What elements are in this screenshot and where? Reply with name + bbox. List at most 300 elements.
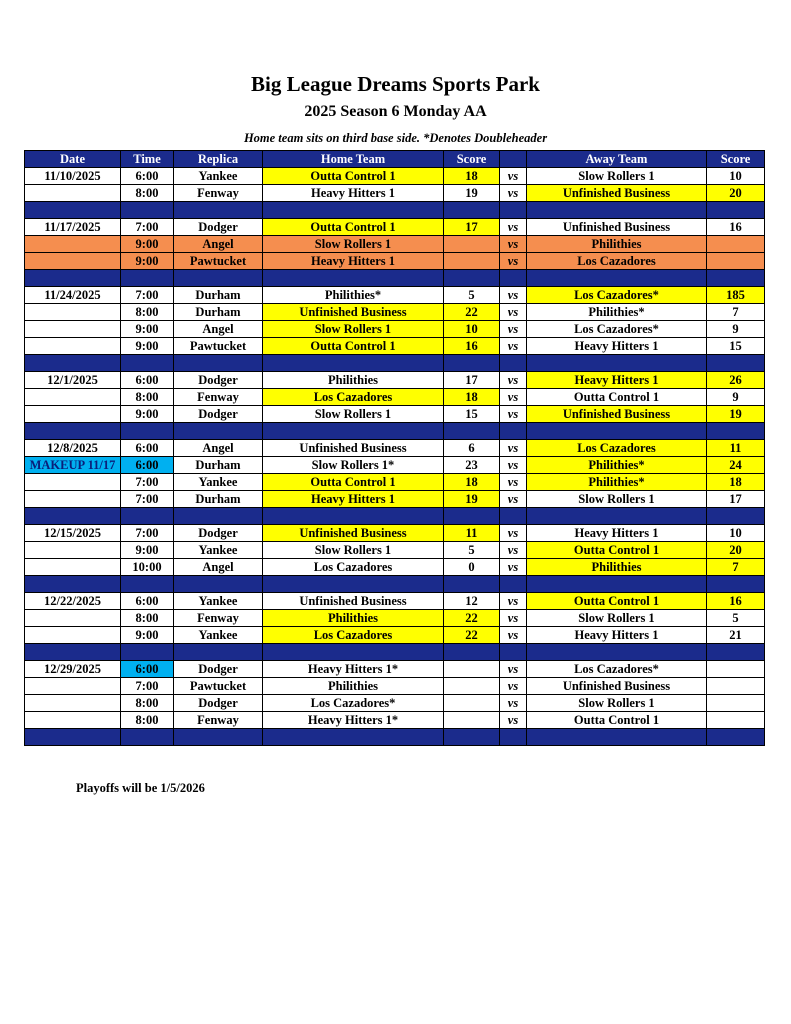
away-score-cell: 7 xyxy=(707,559,765,576)
replica-cell: Dodger xyxy=(174,695,263,712)
home-score-cell: 5 xyxy=(444,287,500,304)
separator-cell xyxy=(263,508,444,525)
replica-cell: Angel xyxy=(174,236,263,253)
separator-cell xyxy=(527,423,707,440)
date-cell: 12/15/2025 xyxy=(25,525,121,542)
week-separator xyxy=(25,508,765,525)
week-separator xyxy=(25,202,765,219)
schedule-body xyxy=(25,168,765,746)
game-row xyxy=(25,661,765,678)
away-score-cell: 16 xyxy=(707,219,765,236)
home-score-cell: 18 xyxy=(444,389,500,406)
home-score-cell xyxy=(444,695,500,712)
separator-cell xyxy=(121,644,174,661)
away-score-cell: 15 xyxy=(707,338,765,355)
separator-cell xyxy=(444,202,500,219)
away-score-cell: 9 xyxy=(707,321,765,338)
game-row xyxy=(25,491,765,508)
separator-cell xyxy=(500,644,527,661)
separator-cell xyxy=(500,423,527,440)
away-team-cell: Outta Control 1 xyxy=(527,542,707,559)
separator-cell xyxy=(444,508,500,525)
home-score-cell: 22 xyxy=(444,304,500,321)
home-score-cell: 6 xyxy=(444,440,500,457)
away-score-cell: 18 xyxy=(707,474,765,491)
away-team-cell: Unfinished Business xyxy=(527,219,707,236)
home-score-cell xyxy=(444,712,500,729)
separator-cell xyxy=(174,270,263,287)
separator-cell xyxy=(444,270,500,287)
away-score-cell xyxy=(707,695,765,712)
vs-cell: vs xyxy=(500,610,527,627)
vs-cell: vs xyxy=(500,168,527,185)
replica-cell: Dodger xyxy=(174,372,263,389)
separator-cell xyxy=(444,576,500,593)
home-team-cell: Los Cazadores xyxy=(263,627,444,644)
home-team-cell: Heavy Hitters 1* xyxy=(263,661,444,678)
vs-cell: vs xyxy=(500,712,527,729)
game-row xyxy=(25,389,765,406)
home-team-cell: Heavy Hitters 1 xyxy=(263,491,444,508)
time-cell: 10:00 xyxy=(121,559,174,576)
vs-cell: vs xyxy=(500,304,527,321)
away-team-cell: Los Cazadores xyxy=(527,253,707,270)
separator-cell xyxy=(174,576,263,593)
date-cell xyxy=(25,678,121,695)
date-cell xyxy=(25,389,121,406)
game-row xyxy=(25,406,765,423)
away-team-cell: Slow Rollers 1 xyxy=(527,491,707,508)
date-cell xyxy=(25,321,121,338)
time-cell: 9:00 xyxy=(121,338,174,355)
time-cell: 7:00 xyxy=(121,491,174,508)
time-cell: 8:00 xyxy=(121,185,174,202)
away-team-cell: Los Cazadores xyxy=(527,440,707,457)
game-row xyxy=(25,253,765,270)
game-row xyxy=(25,542,765,559)
date-cell xyxy=(25,474,121,491)
away-score-cell: 16 xyxy=(707,593,765,610)
date-cell: 11/17/2025 xyxy=(25,219,121,236)
separator-cell xyxy=(444,644,500,661)
home-team-cell: Slow Rollers 1 xyxy=(263,321,444,338)
home-score-cell: 11 xyxy=(444,525,500,542)
away-score-cell: 20 xyxy=(707,542,765,559)
home-score-cell: 17 xyxy=(444,372,500,389)
home-team-cell: Outta Control 1 xyxy=(263,474,444,491)
away-team-cell: Unfinished Business xyxy=(527,406,707,423)
col-header: Time xyxy=(121,151,174,168)
replica-cell: Yankee xyxy=(174,593,263,610)
away-score-cell xyxy=(707,661,765,678)
time-cell: 9:00 xyxy=(121,253,174,270)
game-row xyxy=(25,525,765,542)
makeup-date-cell: MAKEUP 11/17 xyxy=(25,457,121,474)
replica-cell: Angel xyxy=(174,321,263,338)
home-score-cell: 15 xyxy=(444,406,500,423)
date-cell: 12/1/2025 xyxy=(25,372,121,389)
separator-cell xyxy=(174,508,263,525)
time-cell: 9:00 xyxy=(121,406,174,423)
col-header: Away Team xyxy=(527,151,707,168)
separator-cell xyxy=(707,729,765,746)
separator-cell xyxy=(25,270,121,287)
away-score-cell: 5 xyxy=(707,610,765,627)
vs-cell: vs xyxy=(500,253,527,270)
away-score-cell: 11 xyxy=(707,440,765,457)
separator-cell xyxy=(263,355,444,372)
time-cell: 6:00 xyxy=(121,457,174,474)
replica-cell: Yankee xyxy=(174,168,263,185)
away-team-cell: Heavy Hitters 1 xyxy=(527,627,707,644)
vs-cell: vs xyxy=(500,559,527,576)
separator-cell xyxy=(263,202,444,219)
separator-cell xyxy=(174,729,263,746)
separator-cell xyxy=(121,508,174,525)
home-score-cell xyxy=(444,661,500,678)
time-cell: 8:00 xyxy=(121,304,174,321)
away-team-cell: Heavy Hitters 1 xyxy=(527,372,707,389)
separator-cell xyxy=(707,508,765,525)
away-score-cell xyxy=(707,712,765,729)
home-team-cell: Unfinished Business xyxy=(263,593,444,610)
separator-cell xyxy=(25,576,121,593)
separator-cell xyxy=(444,729,500,746)
separator-cell xyxy=(707,423,765,440)
separator-cell xyxy=(263,423,444,440)
date-cell xyxy=(25,406,121,423)
game-row xyxy=(25,321,765,338)
replica-cell: Fenway xyxy=(174,712,263,729)
col-header xyxy=(500,151,527,168)
game-row xyxy=(25,593,765,610)
separator-cell xyxy=(121,576,174,593)
home-team-cell: Outta Control 1 xyxy=(263,168,444,185)
home-team-cell: Heavy Hitters 1 xyxy=(263,253,444,270)
page-subtitle: 2025 Season 6 Monday AA xyxy=(304,103,487,120)
away-team-cell: Outta Control 1 xyxy=(527,712,707,729)
separator-cell xyxy=(527,270,707,287)
home-team-cell: Philithies xyxy=(263,372,444,389)
separator-cell xyxy=(500,576,527,593)
home-score-cell xyxy=(444,253,500,270)
separator-cell xyxy=(527,729,707,746)
home-team-cell: Slow Rollers 1 xyxy=(263,406,444,423)
home-team-cell: Unfinished Business xyxy=(263,440,444,457)
home-score-cell: 18 xyxy=(444,168,500,185)
home-team-cell: Unfinished Business xyxy=(263,304,444,321)
home-score-cell: 22 xyxy=(444,627,500,644)
away-team-cell: Slow Rollers 1 xyxy=(527,695,707,712)
home-score-cell: 0 xyxy=(444,559,500,576)
vs-cell: vs xyxy=(500,491,527,508)
col-header: Date xyxy=(25,151,121,168)
time-cell: 8:00 xyxy=(121,712,174,729)
time-cell: 9:00 xyxy=(121,236,174,253)
away-score-cell: 19 xyxy=(707,406,765,423)
doubleheader-note: Home team sits on third base side. *Denotes Doubleheader xyxy=(243,131,548,145)
vs-cell: vs xyxy=(500,372,527,389)
home-score-cell: 19 xyxy=(444,491,500,508)
separator-cell xyxy=(527,576,707,593)
date-cell xyxy=(25,304,121,321)
game-row xyxy=(25,627,765,644)
separator-cell xyxy=(121,423,174,440)
home-team-cell: Los Cazadores xyxy=(263,389,444,406)
time-cell: 9:00 xyxy=(121,627,174,644)
replica-cell: Yankee xyxy=(174,542,263,559)
away-score-cell: 21 xyxy=(707,627,765,644)
vs-cell: vs xyxy=(500,440,527,457)
replica-cell: Angel xyxy=(174,440,263,457)
separator-cell xyxy=(121,355,174,372)
replica-cell: Durham xyxy=(174,287,263,304)
time-cell: 7:00 xyxy=(121,474,174,491)
separator-cell xyxy=(707,644,765,661)
date-cell: 12/29/2025 xyxy=(25,661,121,678)
time-cell: 7:00 xyxy=(121,525,174,542)
vs-cell: vs xyxy=(500,474,527,491)
replica-cell: Angel xyxy=(174,559,263,576)
vs-cell: vs xyxy=(500,593,527,610)
time-cell: 7:00 xyxy=(121,219,174,236)
vs-cell: vs xyxy=(500,661,527,678)
game-row xyxy=(25,695,765,712)
date-cell xyxy=(25,610,121,627)
away-team-cell: Los Cazadores* xyxy=(527,321,707,338)
home-score-cell xyxy=(444,236,500,253)
replica-cell: Fenway xyxy=(174,389,263,406)
vs-cell: vs xyxy=(500,338,527,355)
separator-cell xyxy=(707,355,765,372)
vs-cell: vs xyxy=(500,287,527,304)
away-score-cell: 10 xyxy=(707,525,765,542)
separator-cell xyxy=(527,202,707,219)
game-row xyxy=(25,168,765,185)
away-team-cell: Philithies xyxy=(527,559,707,576)
replica-cell: Durham xyxy=(174,457,263,474)
date-cell xyxy=(25,236,121,253)
home-team-cell: Heavy Hitters 1* xyxy=(263,712,444,729)
home-score-cell: 18 xyxy=(444,474,500,491)
date-cell xyxy=(25,712,121,729)
away-team-cell: Los Cazadores* xyxy=(527,661,707,678)
game-row xyxy=(25,559,765,576)
game-row xyxy=(25,712,765,729)
table-header-row xyxy=(25,151,765,168)
separator-cell xyxy=(263,270,444,287)
home-team-cell: Philithies* xyxy=(263,287,444,304)
playoffs-note: Playoffs will be 1/5/2026 xyxy=(76,781,205,795)
away-team-cell: Philithies xyxy=(527,236,707,253)
week-separator xyxy=(25,644,765,661)
away-team-cell: Slow Rollers 1 xyxy=(527,168,707,185)
replica-cell: Pawtucket xyxy=(174,338,263,355)
week-separator xyxy=(25,576,765,593)
time-cell: 8:00 xyxy=(121,389,174,406)
replica-cell: Pawtucket xyxy=(174,253,263,270)
schedule-table xyxy=(24,150,765,746)
vs-cell: vs xyxy=(500,695,527,712)
col-header: Score xyxy=(707,151,765,168)
separator-cell xyxy=(25,644,121,661)
separator-cell xyxy=(25,202,121,219)
separator-cell xyxy=(444,423,500,440)
away-team-cell: Heavy Hitters 1 xyxy=(527,525,707,542)
date-cell: 12/22/2025 xyxy=(25,593,121,610)
away-team-cell: Philithies* xyxy=(527,457,707,474)
separator-cell xyxy=(527,508,707,525)
away-score-cell: 10 xyxy=(707,168,765,185)
away-team-cell: Philithies* xyxy=(527,474,707,491)
away-team-cell: Heavy Hitters 1 xyxy=(527,338,707,355)
home-team-cell: Slow Rollers 1 xyxy=(263,542,444,559)
home-team-cell: Unfinished Business xyxy=(263,525,444,542)
game-row xyxy=(25,474,765,491)
away-score-cell: 20 xyxy=(707,185,765,202)
vs-cell: vs xyxy=(500,406,527,423)
time-cell: 6:00 xyxy=(121,661,174,678)
home-score-cell: 10 xyxy=(444,321,500,338)
col-header: Replica xyxy=(174,151,263,168)
separator-cell xyxy=(500,508,527,525)
date-cell: 11/10/2025 xyxy=(25,168,121,185)
page-title: Big League Dreams Sports Park xyxy=(251,72,540,96)
game-row xyxy=(25,236,765,253)
separator-cell xyxy=(500,270,527,287)
vs-cell: vs xyxy=(500,678,527,695)
time-cell: 9:00 xyxy=(121,542,174,559)
home-team-cell: Philithies xyxy=(263,678,444,695)
time-cell: 6:00 xyxy=(121,593,174,610)
away-team-cell: Philithies* xyxy=(527,304,707,321)
replica-cell: Dodger xyxy=(174,525,263,542)
replica-cell: Yankee xyxy=(174,474,263,491)
replica-cell: Durham xyxy=(174,491,263,508)
vs-cell: vs xyxy=(500,219,527,236)
separator-cell xyxy=(444,355,500,372)
home-score-cell: 16 xyxy=(444,338,500,355)
vs-cell: vs xyxy=(500,389,527,406)
home-team-cell: Outta Control 1 xyxy=(263,219,444,236)
week-separator xyxy=(25,270,765,287)
replica-cell: Durham xyxy=(174,304,263,321)
game-row xyxy=(25,304,765,321)
week-separator xyxy=(25,729,765,746)
separator-cell xyxy=(527,355,707,372)
separator-cell xyxy=(707,202,765,219)
vs-cell: vs xyxy=(500,627,527,644)
replica-cell: Pawtucket xyxy=(174,678,263,695)
time-cell: 7:00 xyxy=(121,287,174,304)
game-row xyxy=(25,440,765,457)
game-row xyxy=(25,338,765,355)
home-score-cell: 5 xyxy=(444,542,500,559)
separator-cell xyxy=(121,270,174,287)
separator-cell xyxy=(25,355,121,372)
separator-cell xyxy=(25,729,121,746)
away-score-cell: 9 xyxy=(707,389,765,406)
game-row xyxy=(25,457,765,474)
vs-cell: vs xyxy=(500,525,527,542)
game-row xyxy=(25,372,765,389)
replica-cell: Dodger xyxy=(174,219,263,236)
away-score-cell xyxy=(707,678,765,695)
away-score-cell xyxy=(707,236,765,253)
time-cell: 6:00 xyxy=(121,372,174,389)
home-score-cell xyxy=(444,678,500,695)
game-row xyxy=(25,219,765,236)
separator-cell xyxy=(707,576,765,593)
replica-cell: Fenway xyxy=(174,185,263,202)
away-score-cell: 185 xyxy=(707,287,765,304)
vs-cell: vs xyxy=(500,236,527,253)
game-row xyxy=(25,678,765,695)
time-cell: 9:00 xyxy=(121,321,174,338)
time-cell: 8:00 xyxy=(121,695,174,712)
date-cell xyxy=(25,695,121,712)
replica-cell: Fenway xyxy=(174,610,263,627)
away-team-cell: Outta Control 1 xyxy=(527,593,707,610)
home-team-cell: Philithies xyxy=(263,610,444,627)
col-header: Home Team xyxy=(263,151,444,168)
home-team-cell: Slow Rollers 1 xyxy=(263,236,444,253)
home-team-cell: Outta Control 1 xyxy=(263,338,444,355)
separator-cell xyxy=(263,576,444,593)
game-row xyxy=(25,185,765,202)
date-cell: 12/8/2025 xyxy=(25,440,121,457)
home-team-cell: Slow Rollers 1* xyxy=(263,457,444,474)
home-score-cell: 22 xyxy=(444,610,500,627)
separator-cell xyxy=(174,202,263,219)
date-cell xyxy=(25,185,121,202)
away-team-cell: Outta Control 1 xyxy=(527,389,707,406)
replica-cell: Dodger xyxy=(174,661,263,678)
vs-cell: vs xyxy=(500,321,527,338)
replica-cell: Dodger xyxy=(174,406,263,423)
date-cell xyxy=(25,542,121,559)
vs-cell: vs xyxy=(500,542,527,559)
date-cell xyxy=(25,338,121,355)
vs-cell: vs xyxy=(500,457,527,474)
date-cell: 11/24/2025 xyxy=(25,287,121,304)
home-score-cell: 23 xyxy=(444,457,500,474)
date-cell xyxy=(25,253,121,270)
home-team-cell: Los Cazadores xyxy=(263,559,444,576)
separator-cell xyxy=(121,202,174,219)
away-score-cell: 17 xyxy=(707,491,765,508)
home-score-cell: 19 xyxy=(444,185,500,202)
date-cell xyxy=(25,627,121,644)
vs-cell: vs xyxy=(500,185,527,202)
time-cell: 6:00 xyxy=(121,168,174,185)
game-row xyxy=(25,610,765,627)
separator-cell xyxy=(263,729,444,746)
col-header: Score xyxy=(444,151,500,168)
date-cell xyxy=(25,559,121,576)
separator-cell xyxy=(263,644,444,661)
separator-cell xyxy=(500,202,527,219)
away-team-cell: Unfinished Business xyxy=(527,678,707,695)
separator-cell xyxy=(174,644,263,661)
week-separator xyxy=(25,355,765,372)
away-team-cell: Unfinished Business xyxy=(527,185,707,202)
away-score-cell: 26 xyxy=(707,372,765,389)
game-row xyxy=(25,287,765,304)
separator-cell xyxy=(527,644,707,661)
separator-cell xyxy=(174,355,263,372)
home-team-cell: Los Cazadores* xyxy=(263,695,444,712)
